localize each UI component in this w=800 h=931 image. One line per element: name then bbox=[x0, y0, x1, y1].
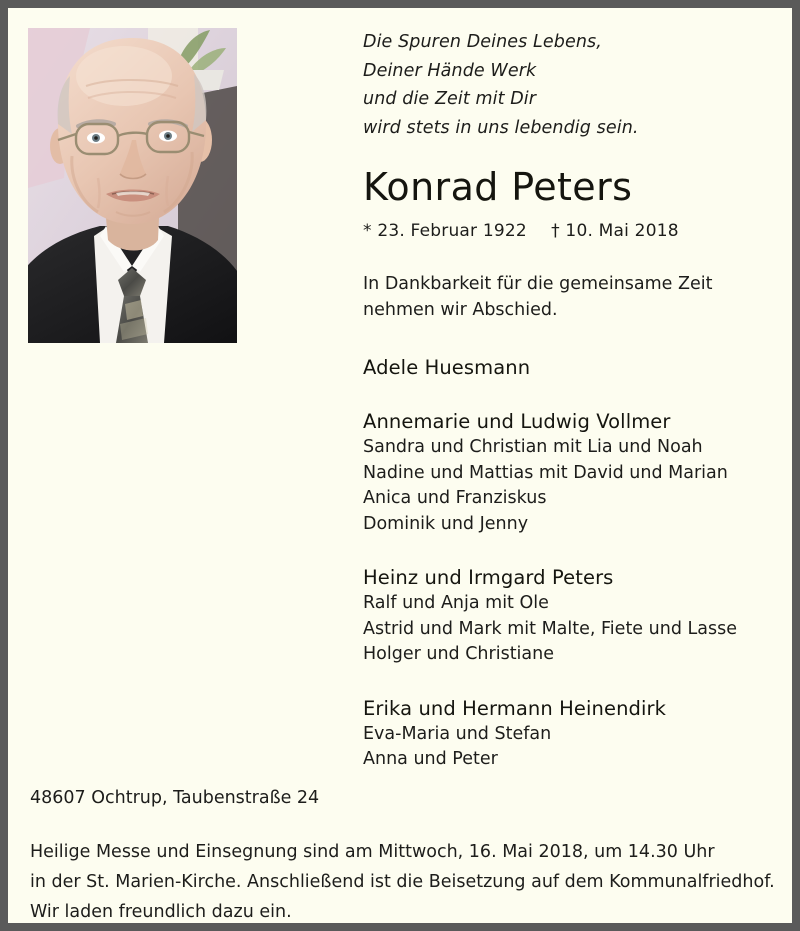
mourner-group bbox=[363, 564, 783, 668]
verse-line-3: und die Zeit mit Dir bbox=[363, 89, 537, 109]
mourner-member: Anica und Franziskus bbox=[363, 488, 547, 508]
portrait-illustration bbox=[28, 28, 237, 343]
address-line: 48607 Ochtrup, Taubenstraße 24 bbox=[30, 788, 320, 808]
portrait-photo bbox=[28, 28, 237, 343]
service-line-3: Wir laden freundlich dazu ein. bbox=[30, 902, 292, 922]
cross-icon: † bbox=[551, 221, 560, 241]
verse-line-2: Deiner Hände Werk bbox=[363, 60, 537, 81]
mourner-member: Eva-Maria und Stefan bbox=[363, 723, 552, 744]
deceased-name: Konrad Peters bbox=[363, 165, 633, 209]
mourner-group bbox=[363, 354, 783, 381]
notice-footer bbox=[30, 786, 775, 927]
service-line-2: in der St. Marien-Kirche. Anschließend ist die Beisetzung auf dem Kommunalfriedhof. bbox=[30, 872, 775, 892]
mourner-member: Holger und Christiane bbox=[363, 644, 555, 664]
mourner-group bbox=[363, 695, 783, 773]
farewell-line-1: In Dankbarkeit für die gemeinsame Zeit bbox=[363, 274, 713, 294]
life-dates bbox=[363, 220, 783, 242]
notice-text-column bbox=[363, 28, 783, 773]
birth-symbol-icon: * bbox=[363, 221, 372, 241]
mourner-group-head: Adele Huesmann bbox=[363, 356, 531, 379]
service-details bbox=[30, 837, 775, 927]
mourner-member: Nadine und Mattias mit David und Marian bbox=[363, 462, 728, 483]
farewell-line-2: nehmen wir Abschied. bbox=[363, 300, 558, 320]
notice-body bbox=[8, 8, 792, 923]
death-date: 10. Mai 2018 bbox=[565, 221, 679, 241]
farewell-text bbox=[363, 271, 783, 323]
mourner-group-head: Annemarie und Ludwig Vollmer bbox=[363, 410, 671, 433]
mourner-group bbox=[363, 408, 783, 537]
service-line-1: Heilige Messe und Einsegnung sind am Mittwoch, 16. Mai 2018, um 14.30 Uhr bbox=[30, 842, 715, 862]
mourner-group-head: Heinz und Irmgard Peters bbox=[363, 566, 614, 589]
mourner-member: Ralf und Anja mit Ole bbox=[363, 593, 549, 613]
verse-line-1: Die Spuren Deines Lebens, bbox=[363, 32, 602, 52]
memorial-verse bbox=[363, 28, 783, 142]
birth-date: 23. Februar 1922 bbox=[377, 221, 527, 241]
mourner-member: Anna und Peter bbox=[363, 749, 498, 769]
mourner-member: Astrid und Mark mit Malte, Fiete und Lasse bbox=[363, 618, 737, 639]
mourner-group-head: Erika und Hermann Heinendirk bbox=[363, 696, 667, 720]
mourner-member: Sandra und Christian mit Lia und Noah bbox=[363, 437, 703, 457]
portrait-image bbox=[28, 28, 237, 343]
verse-line-4: wird stets in uns lebendig sein. bbox=[363, 117, 639, 138]
mourner-member: Dominik und Jenny bbox=[363, 513, 529, 534]
